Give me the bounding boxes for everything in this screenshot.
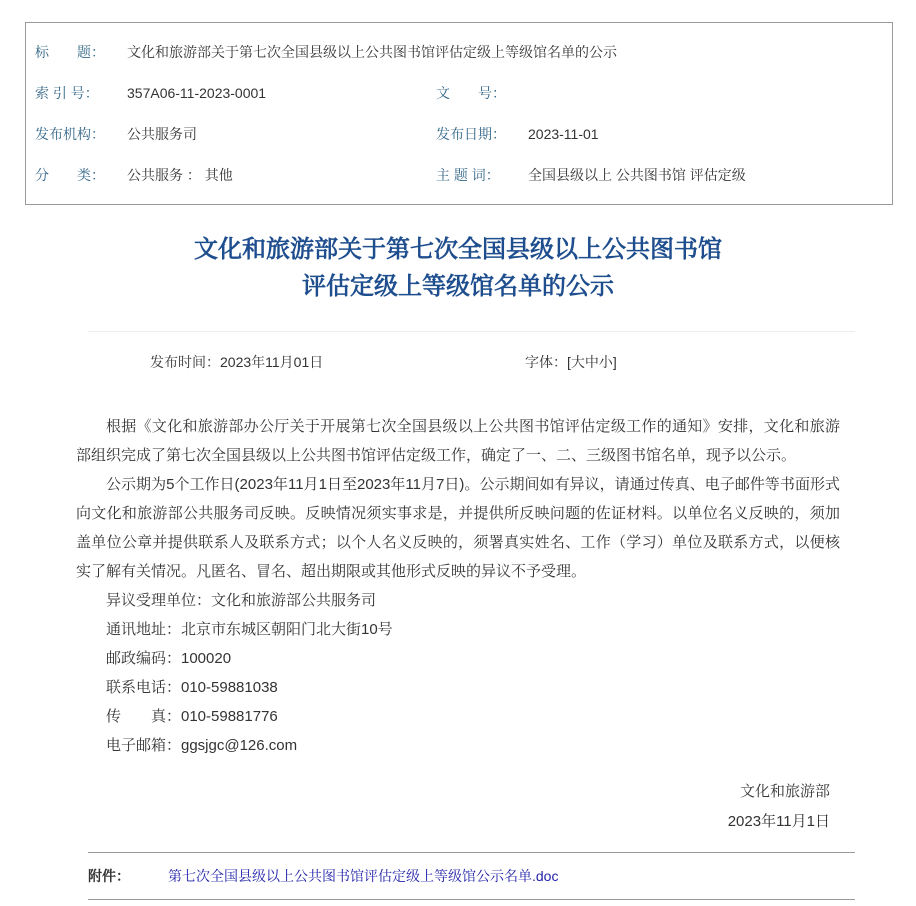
category-label: 分 类： [35, 166, 105, 183]
body-paragraph-1: 根据《文化和旅游部办公厅关于开展第七次全国县级以上公共图书馆评估定级工作的通知》安排，文化和旅游部组织完成了第七次全国县级以上公共图书馆评估定级工作，确定了一、二、三级图书馆名单，现予以公示。 [76, 418, 840, 464]
keywords-label: 主 题 词： [436, 166, 500, 183]
meta-row-category-keywords [26, 154, 892, 195]
font-size-bracket-open: [ [567, 354, 571, 370]
title-divider [88, 331, 855, 332]
page-title-line1: 文化和旅游部关于第七次全国县级以上公共图书馆 [194, 237, 722, 263]
document-body [76, 412, 840, 760]
title-field-label: 标 题： [35, 43, 105, 60]
publish-meta-row [0, 352, 916, 372]
signature-org: 文化和旅游部 [739, 783, 830, 800]
category-value: 公共服务 ： 其他 [127, 166, 233, 183]
font-size-large-button[interactable]: 大 [570, 354, 585, 370]
signature-date: 2023年11月1日 [727, 813, 830, 830]
font-size-medium-button[interactable]: 中 [584, 354, 599, 370]
publish-date-value: 2023-11-01 [528, 125, 599, 142]
meta-row-index-docno [26, 72, 892, 113]
font-size-bracket-close: ] [612, 354, 617, 370]
attachment-divider-bottom [88, 899, 855, 900]
meta-row-title [26, 31, 892, 72]
title-field-value: 文化和旅游部关于第七次全国县级以上公共图书馆评估定级上等级馆名单的公示 [127, 43, 617, 60]
fax-line: 传 真：010-59881776 [106, 708, 278, 725]
signature-block [728, 777, 830, 837]
font-size-selector [525, 352, 617, 372]
index-number-value: 357A06-11-2023-0001 [127, 84, 267, 101]
font-size-small-button[interactable]: 小 [598, 354, 613, 370]
issuing-agency-value: 公共服务司 [127, 125, 197, 142]
attachment-divider-top [88, 852, 855, 853]
address-line: 通讯地址：北京市东城区朝阳门北大街10号 [106, 621, 393, 638]
body-paragraph-2: 公示期为5个工作日(2023年11月1日至2023年11月7日)。公示期间如有异议，请通过传真、电子邮件等书面形式向文化和旅游部公共服务司反映。反映情况须实事求是，并提供所反映问题的佐证材料。以单位名义反映的，须加盖单位公章并提供联系人及联系方式；以个人名义反映的，须署真实姓名、工作（学习）单位及联系方式，以便核实了解有关情况。凡匿名、冒名、超出期限或其他形式反映的异议不予受理。 [76, 476, 840, 580]
index-number-label: 索 引 号： [35, 84, 99, 101]
publish-time-label: 发布时间： [150, 354, 220, 370]
attachment-label: 附件： [88, 868, 130, 884]
postcode-line: 邮政编码：100020 [106, 650, 232, 667]
doc-number-label: 文 号： [436, 84, 506, 101]
page-title-line2: 评估定级上等级馆名单的公示 [302, 274, 614, 300]
attachment-row [88, 866, 855, 886]
issuing-agency-label: 发布机构： [35, 125, 105, 142]
publish-time [150, 352, 323, 372]
phone-line: 联系电话：010-59881038 [106, 679, 278, 696]
metadata-box [25, 22, 893, 205]
page-title [0, 232, 916, 306]
email-line: 电子邮箱：ggsjgc@126.com [106, 737, 298, 754]
keywords-value: 全国县级以上 公共图书馆 评估定级 [528, 166, 746, 183]
publish-date-label: 发布日期： [436, 125, 506, 142]
objection-unit-line: 异议受理单位：文化和旅游部公共服务司 [106, 592, 377, 609]
meta-row-agency-date [26, 113, 892, 154]
publish-time-value: 2023年11月01日 [220, 354, 324, 370]
font-size-label: 字体： [525, 354, 567, 370]
attachment-doc-link[interactable]: 第七次全国县级以上公共图书馆评估定级上等级馆公示名单.doc [168, 868, 559, 884]
